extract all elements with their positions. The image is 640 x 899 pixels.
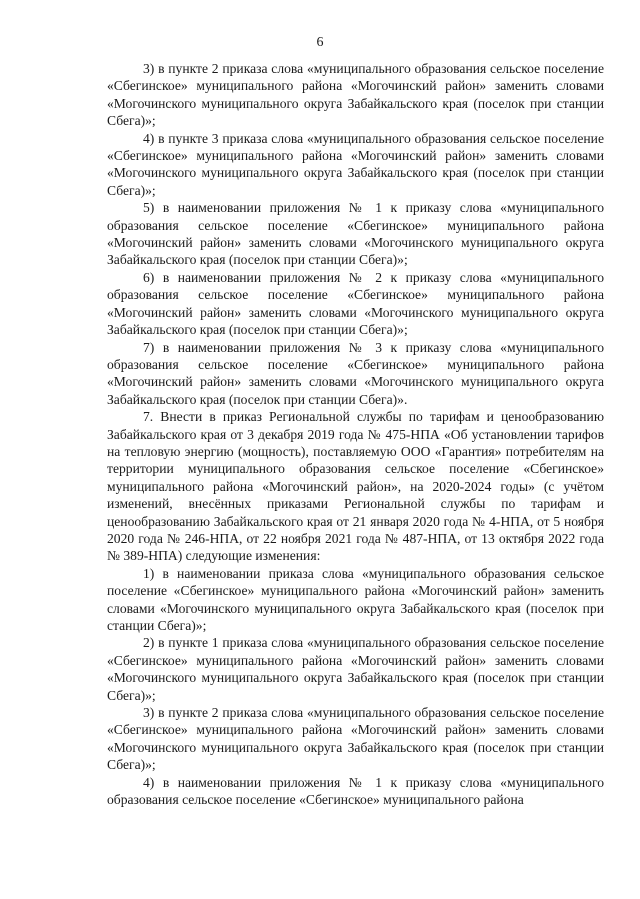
page-number: 6 bbox=[316, 35, 324, 50]
paragraph-item-5: 5) в наименовании приложения № 1 к приказу слова «муниципального образования сельское поселение «Сбегинское» муниципального района «Могочинский район» заменить словами «Могочинского муниципального округа Забайкальского края (поселок при станции Сбега)»; bbox=[107, 200, 604, 268]
paragraph-subitem-3: 3) в пункте 2 приказа слова «муниципального образования сельское поселение «Сбегинское» муниципального района «Могочинский район» заменить словами «Могочинского муниципального округа Забайкальского края (поселок при станции Сбега)»; bbox=[107, 705, 604, 773]
paragraph-item-4: 4) в пункте 3 приказа слова «муниципального образования сельское поселение «Сбегинское» муниципального района «Могочинский район» заменить словами «Могочинского муниципального округа Забайкальского края (поселок при станции Сбега)»; bbox=[107, 130, 604, 198]
paragraph-subitem-2: 2) в пункте 1 приказа слова «муниципального образования сельское поселение «Сбегинское» муниципального района «Могочинский район» заменить словами «Могочинского муниципального округа Забайкальского края (поселок при станции Сбега)»; bbox=[107, 635, 604, 703]
paragraph-subitem-1: 1) в наименовании приказа слова «муниципального образования сельское поселение «Сбегинское» муниципального района «Могочинский район» заменить словами «Могочинского муниципального округа Забайкальского края (поселок при станции Сбега)»; bbox=[107, 565, 604, 633]
paragraph-item-3: 3) в пункте 2 приказа слова «муниципального образования сельское поселение «Сбегинское» муниципального района «Могочинский район» заменить словами «Могочинского муниципального округа Забайкальского края (поселок при станции Сбега)»; bbox=[107, 61, 604, 129]
paragraph-item-7: 7) в наименовании приложения № 3 к приказу слова «муниципального образования сельское поселение «Сбегинское» муниципального района «Могочинский район» заменить словами «Могочинского муниципального округа Забайкальского края (поселок при станции Сбега)». bbox=[107, 339, 604, 407]
document-body bbox=[107, 60, 604, 808]
paragraph-item-6: 6) в наименовании приложения № 2 к приказу слова «муниципального образования сельское поселение «Сбегинское» муниципального района «Могочинский район» заменить словами «Могочинского муниципального округа Забайкальского края (поселок при станции Сбега)»; bbox=[107, 269, 604, 338]
paragraph-subitem-4: 4) в наименовании приложения № 1 к приказу слова «муниципального образования сельское поселение «Сбегинское» муниципального района bbox=[107, 774, 604, 808]
paragraph-section-7: 7. Внести в приказ Региональной службы по тарифам и ценообразованию Забайкальского края от 3 декабря 2019 года № 475-НПА «Об установлении тарифов на тепловую энергию (мощность), поставляемую ООО «Гарантия» потребителям на территории муниципального образования сельское поселение «Сбегинское» муниципального района «Могочинский район», на 2020-2024 годы» (с учётом изменений, внесённых приказами Региональной службы по тарифам и ценообразованию Забайкальского края от 21 января 2020 года № 4-НПА, от 5 ноября 2020 года № 246-НПА, от 22 ноября 2021 года № 487-НПА, от 13 октября 2022 года № 389-НПА) следующие изменения: bbox=[107, 409, 604, 564]
